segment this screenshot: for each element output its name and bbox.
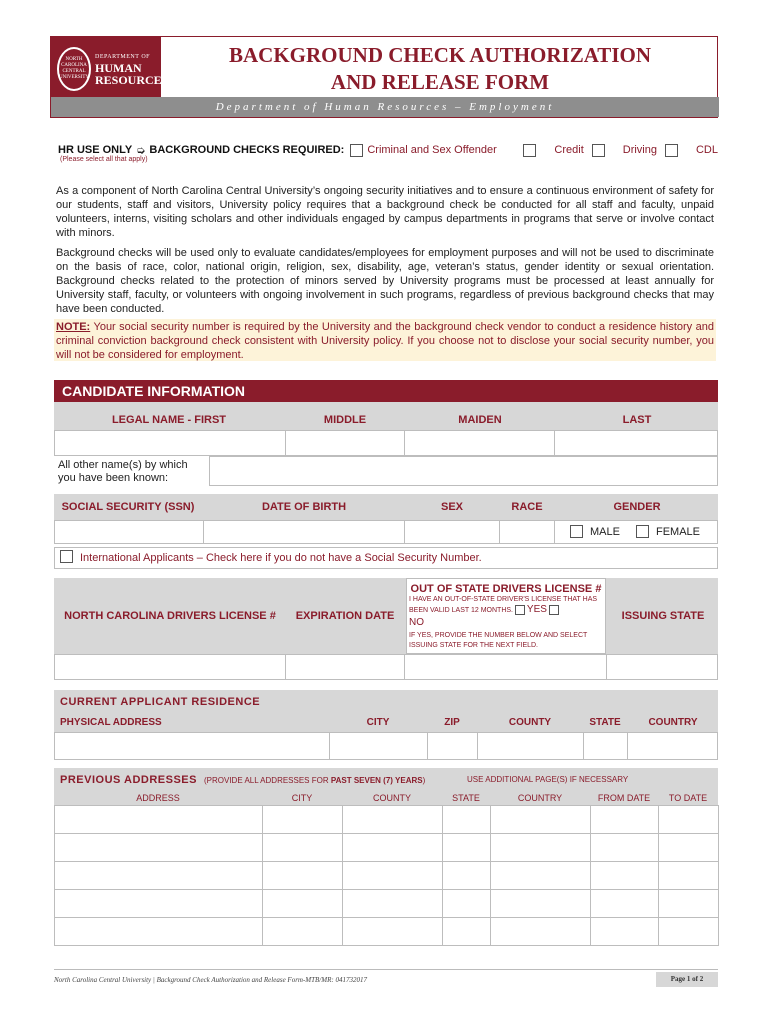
logo-line2: HUMAN — [95, 60, 142, 75]
dob-input[interactable] — [203, 520, 405, 544]
dob-header: DATE OF BIRTH — [261, 501, 347, 513]
previous-address-cell[interactable] — [342, 889, 443, 918]
physical-address-input[interactable] — [54, 732, 330, 760]
residence-zip-header: ZIP — [444, 717, 460, 728]
nc-license-header: NORTH CAROLINA DRIVERS LICENSE # — [64, 610, 276, 622]
oos-no-checkbox[interactable] — [549, 605, 559, 615]
prev-address-header: ADDRESS — [136, 793, 180, 803]
physical-address-header: PHYSICAL ADDRESS — [60, 717, 162, 728]
residence-county-header: COUNTY — [508, 717, 552, 728]
gender-header: GENDER — [613, 501, 661, 513]
previous-address-cell[interactable] — [658, 917, 719, 946]
previous-address-cell[interactable] — [658, 889, 719, 918]
race-header: RACE — [511, 501, 543, 513]
previous-address-cell[interactable] — [658, 805, 719, 834]
arrow-right-icon: ➭ — [136, 144, 146, 157]
intl-applicant-label: International Applicants – Check here if you do not have a Social Security Number. — [80, 552, 482, 564]
residence-city-header: CITY — [366, 717, 390, 728]
previous-address-cell[interactable] — [442, 833, 491, 862]
other-names-label: All other name(s) by which you have been known: — [58, 459, 188, 484]
sex-header: SEX — [440, 501, 463, 513]
prev-to-date-header: TO DATE — [668, 793, 708, 803]
expiration-date-input[interactable] — [285, 654, 405, 680]
previous-address-cell[interactable] — [590, 805, 659, 834]
prev-country-header: COUNTRY — [517, 793, 563, 803]
previous-address-cell[interactable] — [262, 861, 343, 890]
previous-address-cell[interactable] — [262, 917, 343, 946]
prev-city-header: CITY — [291, 793, 313, 803]
previous-address-cell[interactable] — [54, 889, 263, 918]
first-name-header: LEGAL NAME - FIRST — [111, 414, 227, 426]
maiden-name-input[interactable] — [404, 430, 555, 456]
residence-section-title: CURRENT APPLICANT RESIDENCE — [60, 696, 261, 708]
residence-country-input[interactable] — [627, 732, 718, 760]
cdl-checkbox[interactable] — [665, 144, 678, 157]
previous-address-cell[interactable] — [342, 861, 443, 890]
hr-use-row — [58, 142, 718, 158]
previous-address-cell[interactable] — [342, 917, 443, 946]
previous-addresses-title: PREVIOUS ADDRESSES — [60, 774, 197, 786]
oos-license-input[interactable] — [404, 654, 607, 680]
select-all-hint: (Please select all that apply) — [60, 156, 148, 163]
previous-address-cell[interactable] — [54, 805, 263, 834]
cdl-label: CDL — [695, 144, 718, 156]
previous-addresses-instruction: (PROVIDE ALL ADDRESSES FOR PAST SEVEN (7) YEARS) — [204, 776, 426, 785]
maiden-name-header: MAIDEN — [458, 414, 502, 426]
note-text: Your social security number is required by the University and the background check vendor to conduct a residence history and criminal conviction background check consistent with University policy. If you choose not to disclose your social security number, you will not be considered for employment. — [56, 321, 714, 361]
logo-line1: DEPARTMENT OF — [95, 53, 150, 60]
residence-country-header: COUNTRY — [648, 717, 698, 728]
ssn-input[interactable] — [54, 520, 204, 544]
intro-paragraph-1: As a component of North Carolina Central University’s ongoing security initiatives and to ensure a continuous environment of safety for our students, staff and visitors, University policy requires that a background check be conducted for all staff and faculty, unpaid volunteers, interns, visiting scholars and other individuals engaged by campus departments in programs that serve or involve contact with minors. — [56, 185, 714, 239]
prev-county-header: COUNTY — [373, 793, 411, 803]
oos-yes-label: YES — [526, 604, 547, 615]
previous-address-cell[interactable] — [342, 805, 443, 834]
additional-pages-note: USE ADDITIONAL PAGE(S) IF NECESSARY — [467, 775, 629, 784]
nc-license-input[interactable] — [54, 654, 286, 680]
previous-address-cell[interactable] — [490, 805, 591, 834]
previous-address-cell[interactable] — [490, 917, 591, 946]
previous-address-cell[interactable] — [490, 861, 591, 890]
intro-paragraph-2: Background checks will be used only to evaluate candidates/employees for employment purposes and will not be used to discriminate on the basis of race, color, national origin, religion, sex, disability, age, veteran’s status, gender identity or sexual orientation. Background checks related to the protection of minors served by University programs must be processed at least annually for University staff, faculty, or volunteers with ongoing involvement in such programs, regardless of previous background checks that may have been conducted. — [56, 247, 714, 315]
oos-no-label: NO — [409, 617, 424, 628]
issuing-state-header: ISSUING STATE — [621, 610, 705, 622]
previous-address-cell[interactable] — [262, 805, 343, 834]
university-seal-icon: NORTH CAROLINA CENTRAL UNIVERSITY — [57, 47, 91, 91]
page-footer — [54, 969, 718, 988]
previous-address-cell[interactable] — [442, 805, 491, 834]
driving-checkbox[interactable] — [592, 144, 605, 157]
residence-city-input[interactable] — [329, 732, 428, 760]
previous-address-cell[interactable] — [54, 833, 263, 862]
prev-state-header: STATE — [452, 793, 480, 803]
residence-state-input[interactable] — [583, 732, 628, 760]
last-name-header: LAST — [622, 414, 652, 426]
residence-zip-input[interactable] — [427, 732, 478, 760]
previous-address-cell[interactable] — [658, 833, 719, 862]
checks-required-label: BACKGROUND CHECKS REQUIRED: — [149, 144, 345, 156]
previous-address-cell[interactable] — [490, 833, 591, 862]
previous-address-cell[interactable] — [590, 889, 659, 918]
department-subtitle: Department of Human Resources – Employment — [51, 97, 719, 117]
female-label: FEMALE — [656, 526, 701, 538]
residence-county-input[interactable] — [477, 732, 584, 760]
footer-form-id: North Carolina Central University | Background Check Authorization and Release Form-MTB/MR: 041732017 — [54, 976, 367, 984]
middle-name-input[interactable] — [285, 430, 405, 456]
previous-addresses-table — [54, 805, 718, 945]
other-names-input[interactable] — [209, 456, 718, 486]
issuing-state-input[interactable] — [606, 654, 718, 680]
previous-address-cell[interactable] — [442, 917, 491, 946]
previous-address-cell[interactable] — [590, 833, 659, 862]
male-label: MALE — [590, 526, 620, 538]
sex-input[interactable] — [404, 520, 500, 544]
previous-address-cell[interactable] — [342, 833, 443, 862]
previous-address-cell[interactable] — [442, 861, 491, 890]
male-checkbox[interactable] — [570, 525, 583, 538]
hr-logo — [51, 37, 169, 101]
criminal-checkbox[interactable] — [350, 144, 363, 157]
candidate-section-title: CANDIDATE INFORMATION — [54, 380, 718, 402]
hr-use-label: HR USE ONLY — [58, 144, 133, 156]
intl-applicant-checkbox[interactable] — [60, 550, 73, 563]
form-title: BACKGROUND CHECK AUTHORIZATION AND RELEASE FORM — [229, 43, 651, 94]
oos-valid-text: I HAVE AN OUT-OF-STATE DRIVER'S LICENSE THAT HAS BEEN VALID LAST 12 MONTHS. YES — [409, 596, 598, 615]
driving-label: Driving — [622, 144, 657, 156]
ssn-note — [54, 319, 716, 361]
previous-address-cell[interactable] — [442, 889, 491, 918]
oos-instructions: IF YES, PROVIDE THE NUMBER BELOW AND SELECT ISSUING STATE FOR THE NEXT FIELD. — [409, 632, 588, 649]
credit-label: Credit — [554, 144, 584, 156]
note-label: NOTE: — [56, 321, 91, 333]
previous-address-cell[interactable] — [658, 861, 719, 890]
expiration-date-header: EXPIRATION DATE — [295, 610, 395, 622]
previous-address-cell[interactable] — [54, 917, 263, 946]
credit-checkbox[interactable] — [523, 144, 536, 157]
form-header — [50, 36, 718, 118]
first-name-input[interactable] — [54, 430, 286, 456]
last-name-input[interactable] — [554, 430, 718, 456]
previous-address-cell[interactable] — [590, 861, 659, 890]
previous-address-cell[interactable] — [490, 889, 591, 918]
prev-from-date-header: FROM DATE — [597, 793, 651, 803]
logo-line3: RESOURCES — [95, 72, 169, 87]
oos-license-header: OUT OF STATE DRIVERS LICENSE # — [410, 583, 602, 595]
previous-address-cell[interactable] — [262, 833, 343, 862]
race-input[interactable] — [499, 520, 555, 544]
previous-address-cell[interactable] — [590, 917, 659, 946]
previous-address-cell[interactable] — [54, 861, 263, 890]
previous-address-cell[interactable] — [262, 889, 343, 918]
middle-name-header: MIDDLE — [323, 414, 367, 426]
criminal-label: Criminal and Sex Offender — [367, 144, 497, 156]
ssn-header: SOCIAL SECURITY (SSN) — [61, 501, 195, 513]
residence-state-header: STATE — [589, 717, 621, 728]
page-number: Page 1 of 2 — [656, 972, 718, 987]
female-checkbox[interactable] — [636, 525, 649, 538]
oos-yes-checkbox[interactable] — [515, 605, 525, 615]
